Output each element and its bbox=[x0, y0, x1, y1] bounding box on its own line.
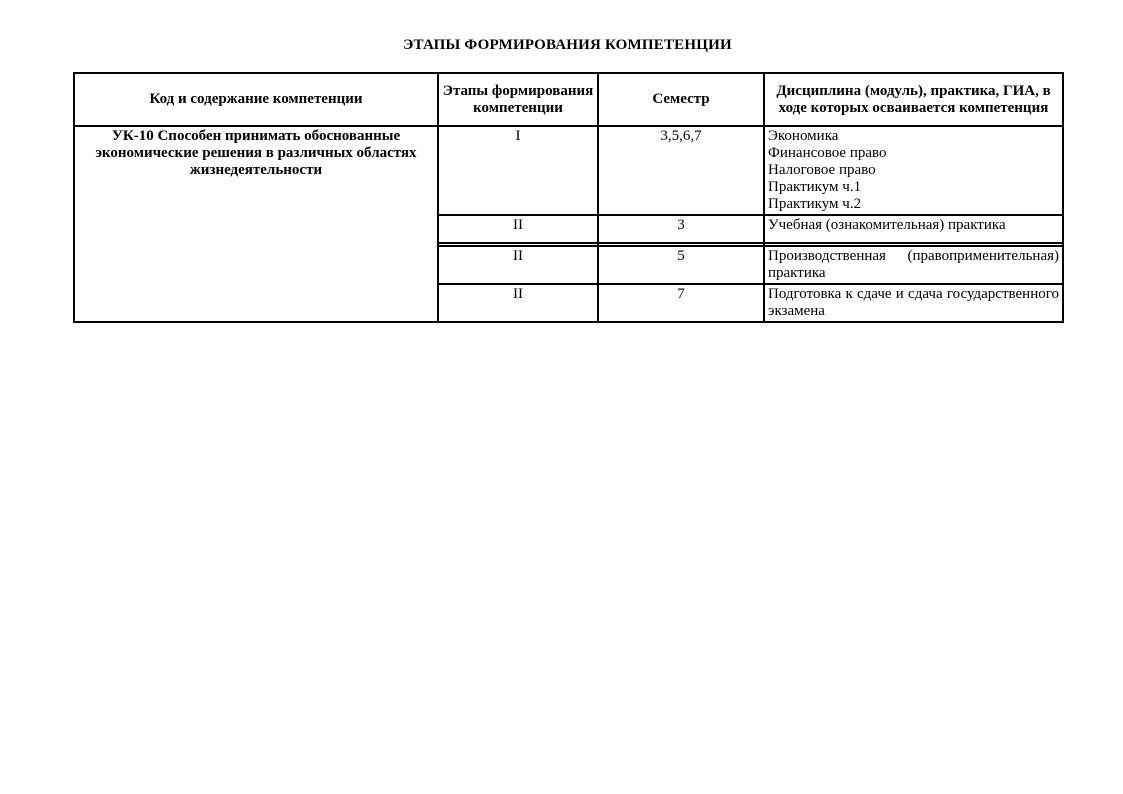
discipline-item: Практикум ч.2 bbox=[768, 196, 862, 212]
semester-cell: 5 bbox=[598, 246, 764, 284]
col-header-disciplines: Дисциплина (модуль), практика, ГИА, в ходе которых осваивается компетенция bbox=[764, 73, 1063, 126]
col-header-competency: Код и содержание компетенции bbox=[74, 73, 438, 126]
competency-stages-table bbox=[73, 72, 1064, 323]
discipline-item: Экономика bbox=[768, 128, 839, 144]
disciplines-cell: Учебная (ознакомительная) практика bbox=[764, 215, 1063, 243]
document-heading: ЭТАПЫ ФОРМИРОВАНИЯ КОМПЕТЕНЦИИ bbox=[403, 37, 732, 53]
semester-cell: 7 bbox=[598, 284, 764, 322]
stage-cell: II bbox=[438, 215, 598, 243]
stage-cell: II bbox=[438, 246, 598, 284]
discipline-item: Налоговое право bbox=[768, 162, 876, 178]
disciplines-cell: Производственная (правоприменительная) практика bbox=[764, 246, 1063, 284]
discipline-item: Финансовое право bbox=[768, 145, 887, 161]
disciplines-cell: Подготовка к сдаче и сдача государственного экзамена bbox=[764, 284, 1063, 322]
col-header-stages: Этапы формирования компетенции bbox=[438, 73, 598, 126]
stage-cell: I bbox=[438, 126, 598, 215]
stage-cell: II bbox=[438, 284, 598, 322]
semester-cell: 3,5,6,7 bbox=[598, 126, 764, 215]
competency-code-cell: УК-10 Способен принимать обоснованные экономические решения в различных областях жизнедеятельности bbox=[74, 126, 438, 322]
disciplines-cell bbox=[764, 126, 1063, 215]
table-header-row bbox=[74, 73, 1063, 126]
col-header-semester: Семестр bbox=[598, 73, 764, 126]
semester-cell: 3 bbox=[598, 215, 764, 243]
table-row-stage-1 bbox=[74, 126, 1063, 215]
discipline-item: Практикум ч.1 bbox=[768, 179, 862, 195]
